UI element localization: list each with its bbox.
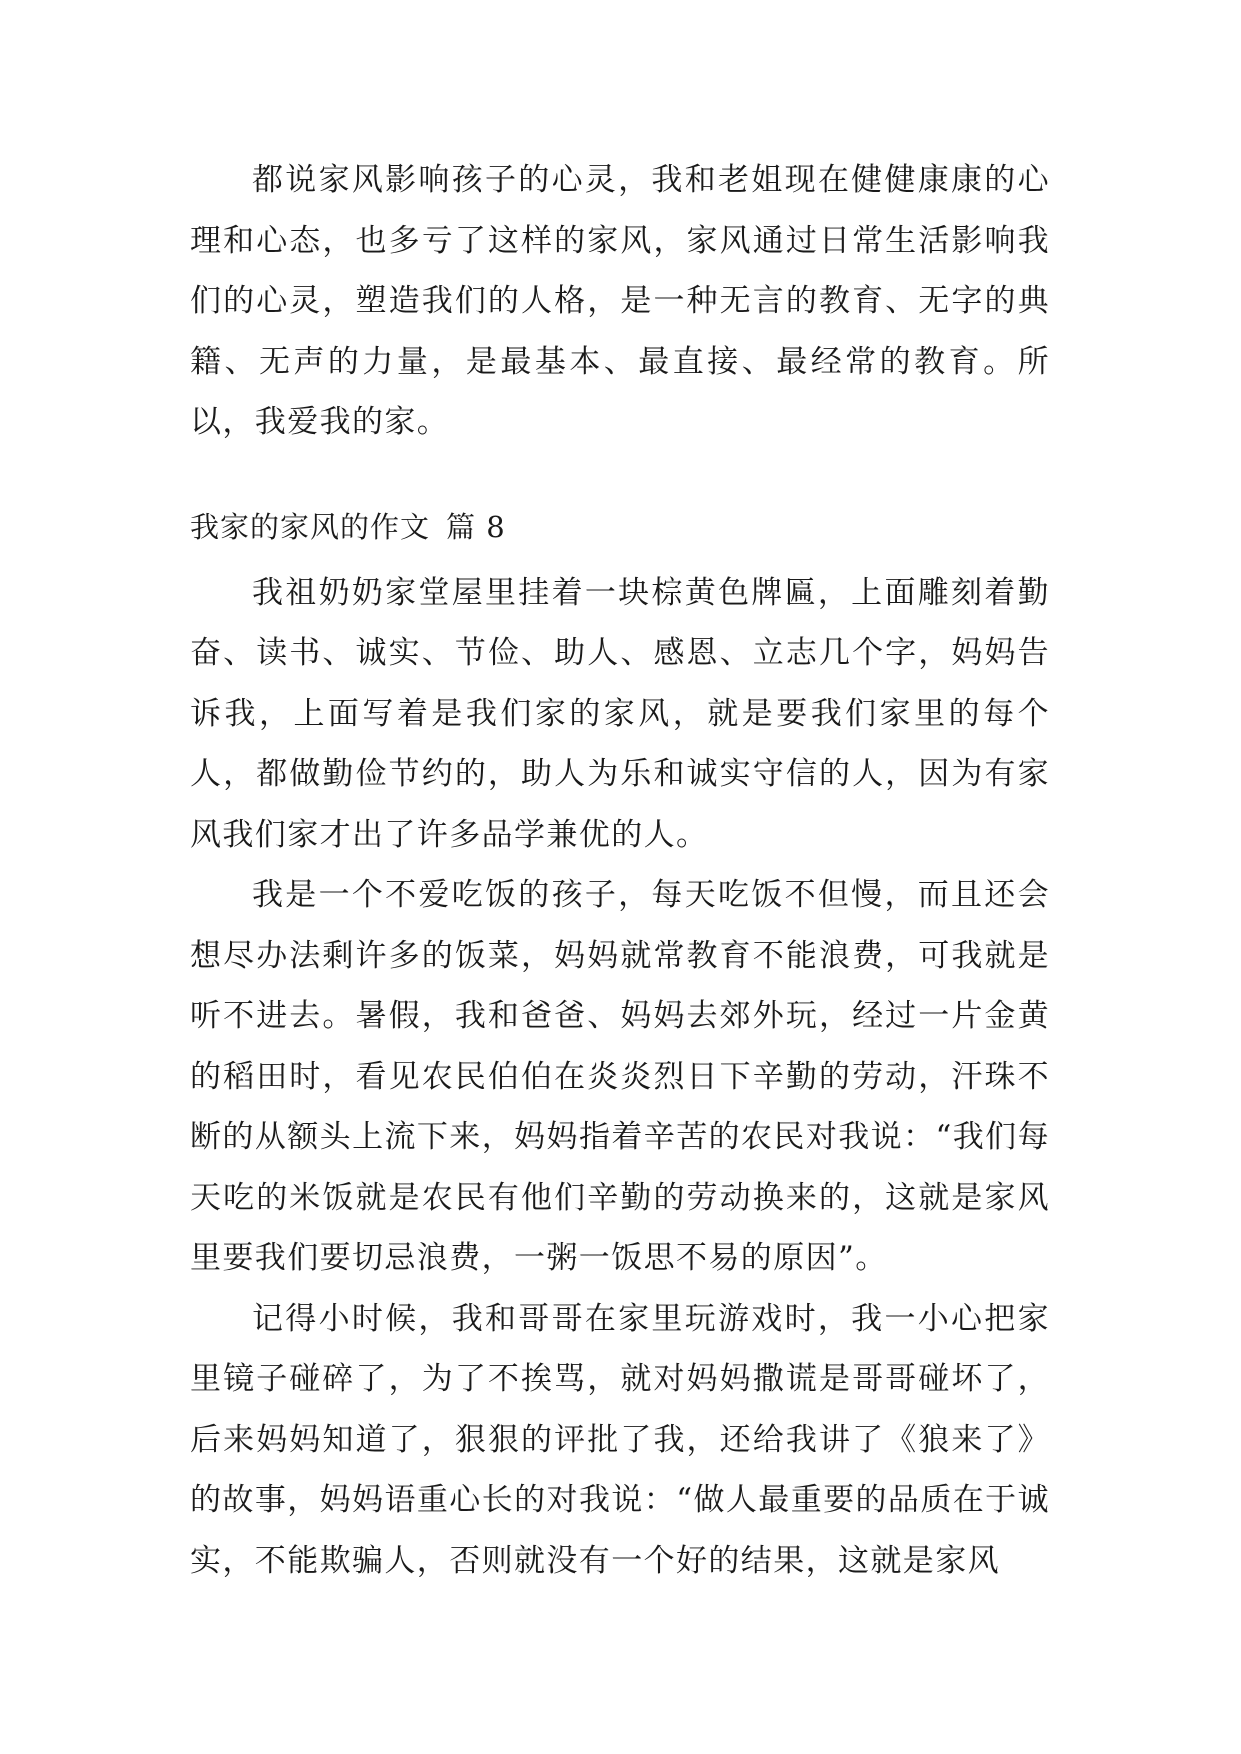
section-number: 篇 8 xyxy=(446,509,506,544)
body-paragraph-1: 我祖奶奶家堂屋里挂着一块棕黄色牌匾，上面雕刻着勤奋、读书、诚实、节俭、助人、感恩、立志几个字，妈妈告诉我，上面写着是我们家的家风，就是要我们家里的每个人，都做勤俭节约的，助人为乐和诚实守信的人，因为有家风我们家才出了许多品学兼优的人。 xyxy=(190,574,1050,853)
section-title: 我家的家风的作文 xyxy=(190,509,431,544)
body-paragraph-2: 我是一个不爱吃饭的孩子，每天吃饭不但慢，而且还会想尽办法剩许多的饭菜，妈妈就常教育不能浪费，可我就是听不进去。暑假，我和爸爸、妈妈去郊外玩，经过一片金黄的稻田时，看见农民伯伯在炎炎烈日下辛勤的劳动，汗珠不断的从额头上流下来，妈妈指着辛苦的农民对我说：“我们每天吃的米饭就是农民有他们辛勤的劳动换来的，这就是家风里要我们要切忌浪费，一粥一饭思不易的原因”。 xyxy=(190,877,1050,1276)
intro-paragraph: 都说家风影响孩子的心灵，我和老姐现在健健康康的心理和心态，也多亏了这样的家风，家风通过日常生活影响我们的心灵，塑造我们的人格，是一种无言的教育、无字的典籍、无声的力量，是最基本、最直接、最经常的教育。所以，我爱我的家。 xyxy=(190,162,1050,440)
document-page xyxy=(190,150,1050,1591)
body-paragraph-3: 记得小时候，我和哥哥在家里玩游戏时，我一小心把家里镜子碰碎了，为了不挨骂，就对妈妈撒谎是哥哥碰坏了，后来妈妈知道了，狠狠的评批了我，还给我讲了《狼来了》的故事，妈妈语重心长的对我说：“做人最重要的品质在于诚实，不能欺骗人，否则就没有一个好的结果，这就是家风 xyxy=(190,1300,1050,1579)
section-heading xyxy=(190,497,1050,557)
